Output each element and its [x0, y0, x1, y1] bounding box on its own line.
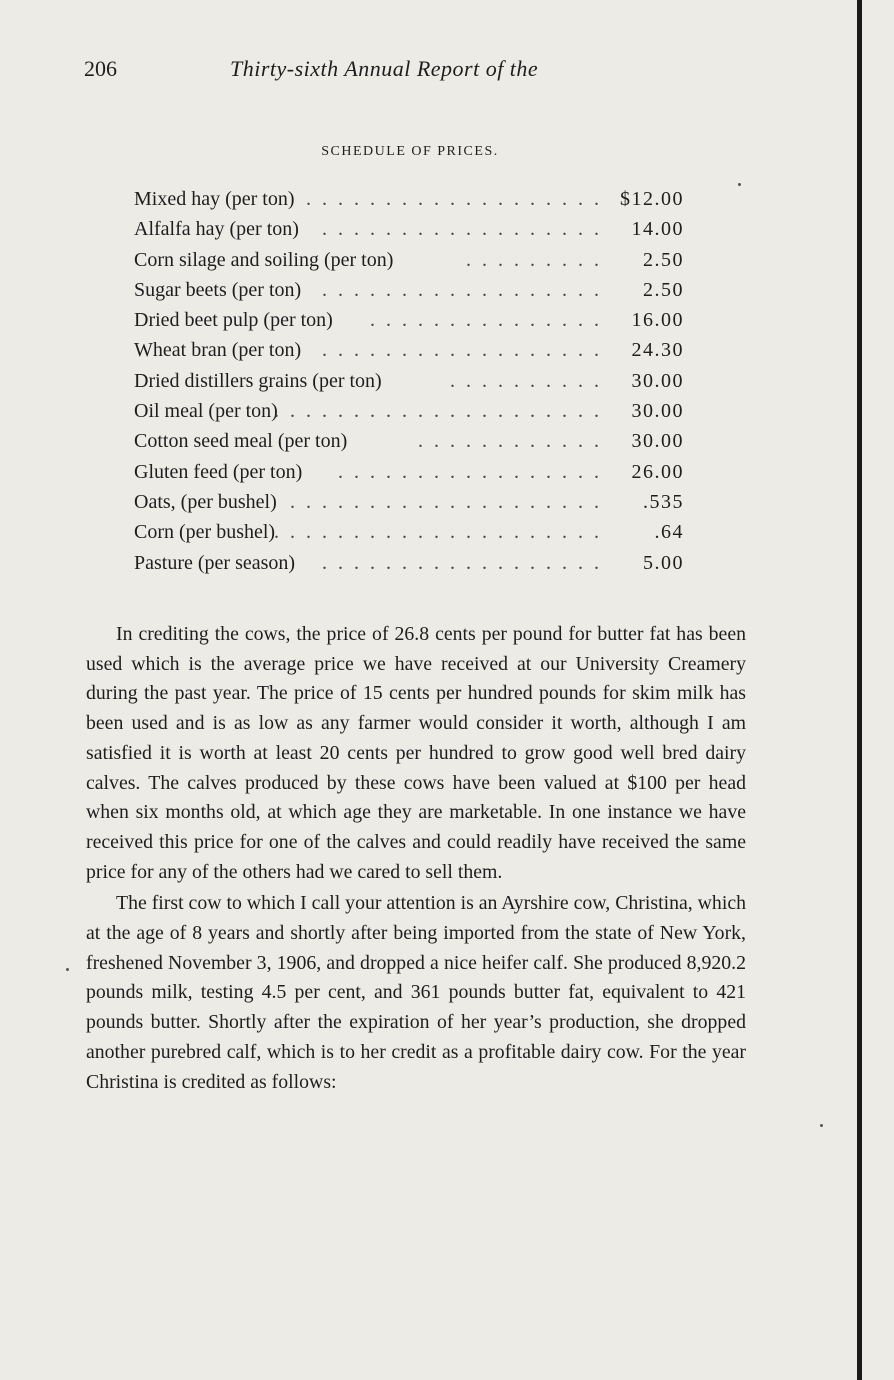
price-item-label: Gluten feed (per ton) [134, 460, 303, 483]
paper-speck [66, 968, 69, 971]
leader-dots: . . . . . . . . . . . . . . . [370, 309, 602, 332]
leader-dots: . . . . . . . . . . . . . . . . . . . . . [274, 521, 602, 544]
price-value: 26.00 [631, 460, 684, 483]
price-value: 24.30 [631, 339, 684, 362]
price-value: 30.00 [631, 400, 684, 423]
price-value: 2.50 [643, 278, 684, 301]
price-item-label: Dried distillers grains (per ton) [134, 369, 382, 392]
body-text [86, 620, 746, 1097]
leader-dots: . . . . . . . . . . . . . . . . . . [322, 339, 602, 362]
price-item-label: Oats, (per bushel) [134, 490, 277, 513]
paragraph-christina: The first cow to which I call your attention is an Ayrshire cow, Christina, which at the age of 8 years and shortly after being imported from the state of New York, freshened November 3, 1906, and dropped a nice heifer calf. She produced 8,920.2 pounds milk, testing 4.5 per cent, and 361 pounds butter fat, equivalent to 421 pounds butter. Shortly after the expiration of her year’s production, she dropped another purebred calf, which is to her credit as a profitable dairy cow. For the year Christina is credited as follows: [86, 892, 746, 1093]
leader-dots: . . . . . . . . . . . . . . . . . . [322, 278, 602, 301]
price-value: 30.00 [631, 369, 684, 392]
price-item-label: Alfalfa hay (per ton) [134, 218, 299, 241]
leader-dots: . . . . . . . . . . [450, 369, 602, 392]
price-item-label: Wheat bran (per ton) [134, 339, 302, 362]
price-row [134, 366, 694, 396]
price-item-label: Corn silage and soiling (per ton) [134, 248, 394, 271]
price-item-label: Dried beet pulp (per ton) [134, 309, 333, 332]
price-row [134, 548, 694, 578]
running-title: Thirty-sixth Annual Report of the [230, 56, 539, 81]
price-value: $12.00 [620, 188, 684, 210]
price-item-label: Mixed hay (per ton) [134, 188, 295, 210]
page-number: 206 [84, 56, 117, 81]
price-row [134, 184, 694, 214]
price-value: 16.00 [631, 309, 684, 332]
price-row [134, 396, 694, 426]
price-item-label: Corn (per bushel) [134, 521, 276, 544]
schedule-heading: SCHEDULE OF PRICES. [321, 144, 499, 159]
price-value: .64 [654, 521, 684, 544]
price-row [134, 275, 694, 305]
price-value: 2.50 [643, 248, 684, 271]
price-row [134, 426, 694, 456]
leader-dots: . . . . . . . . . [466, 248, 602, 271]
leader-dots: . . . . . . . . . . . . . . . . . [338, 460, 602, 483]
price-value: 30.00 [631, 430, 684, 453]
price-schedule [134, 184, 694, 578]
leader-dots: . . . . . . . . . . . . . . . . . . [322, 551, 602, 574]
price-row [134, 305, 694, 335]
paragraph-crediting-cows: In crediting the cows, the price of 26.8 cents per pound for butter fat has been used which is the average price we have received at our University Creamery during the past year. The price of 15 cents per hundred pounds for skim milk has been used and is as low as any farmer would consider it worth, although I am satisfied it is worth at least 20 cents per hundred to grow good well bred dairy calves. The calves produced by these cows have been valued at $100 per head when six months old, at which age they are marketable. In one instance we have received this price for one of the calves and could readily have received the same price for any of the others had we cared to sell them. [86, 623, 746, 883]
price-item-label: Cotton seed meal (per ton) [134, 430, 348, 453]
price-row [134, 457, 694, 487]
price-row [134, 214, 694, 244]
page-edge-shadow [857, 0, 862, 1380]
price-value: .535 [643, 490, 684, 513]
leader-dots: . . . . . . . . . . . . [418, 430, 602, 453]
price-item-label: Oil meal (per ton) [134, 400, 278, 423]
leader-dots: . . . . . . . . . . . . . . . . . . . . . [274, 400, 602, 423]
leader-dots: . . . . . . . . . . . . . . . . . . . . [290, 490, 602, 513]
price-value: 5.00 [643, 551, 684, 574]
price-item-label: Sugar beets (per ton) [134, 278, 302, 301]
price-row [134, 245, 694, 275]
paper-speck [820, 1124, 823, 1127]
price-row [134, 487, 694, 517]
leader-dots: . . . . . . . . . . . . . . . . . . . [306, 188, 602, 210]
price-value: 14.00 [631, 218, 684, 241]
paper-speck [738, 183, 741, 186]
price-item-label: Pasture (per season) [134, 551, 296, 574]
price-row [134, 335, 694, 365]
price-row [134, 517, 694, 547]
leader-dots: . . . . . . . . . . . . . . . . . . [322, 218, 602, 241]
